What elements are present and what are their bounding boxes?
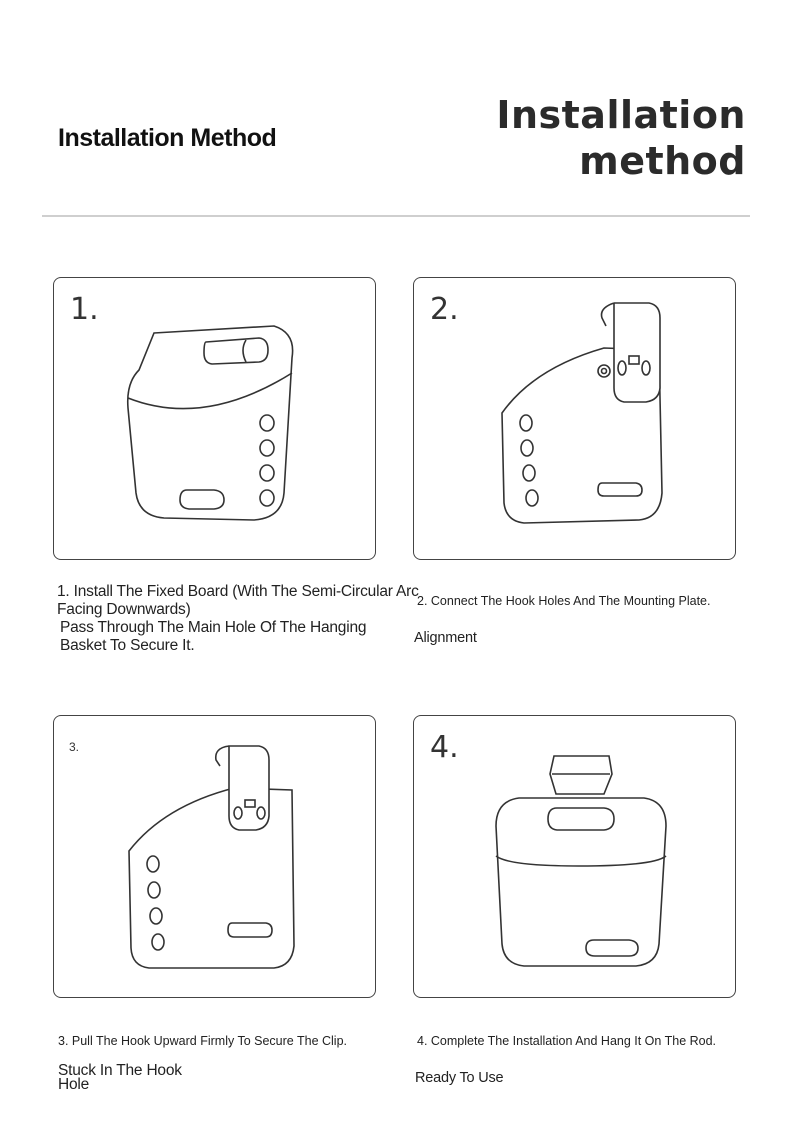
step-4-illustration: [413, 715, 736, 998]
step-1-number: 1.: [70, 292, 99, 327]
step-3-caption-extra: [58, 1064, 182, 1092]
step-3-caption-line1: 3. Pull The Hook Upward Firmly To Secure The Clip.: [58, 1034, 348, 1048]
page-heading-line1: Installation: [496, 93, 746, 137]
basket-hook-pulled-drawing: [54, 716, 377, 999]
step-2-number: 2.: [430, 292, 459, 327]
step-3-number: 3.: [69, 740, 80, 754]
step-1-caption: [57, 583, 457, 655]
step-4-number: 4.: [430, 730, 459, 765]
basket-installed-drawing: [414, 716, 737, 999]
step-2-illustration: [413, 277, 736, 560]
step-2-caption-line2: Alignment: [414, 630, 477, 646]
step-3-caption-line2: Stuck In The Hook: [58, 1062, 182, 1079]
section-title: Installation Method: [58, 124, 277, 152]
step-1-caption-line3: Pass Through The Main Hole Of The Hanging: [60, 619, 367, 636]
page-heading: [496, 92, 746, 184]
step-3-caption-line3: Hole: [58, 1076, 90, 1093]
step-1-caption-line1: 1. Install The Fixed Board (With The Semi-Circular Arc: [57, 583, 419, 600]
step-4-caption-line2: Ready To Use: [415, 1070, 504, 1086]
page-heading-line2: method: [579, 139, 746, 183]
step-1-illustration: [53, 277, 376, 560]
header-divider: [42, 215, 750, 217]
basket-with-hook-drawing: [414, 278, 737, 561]
basket-with-board-drawing: [54, 278, 377, 561]
step-3-illustration: [53, 715, 376, 998]
step-4-caption-line1: 4. Complete The Installation And Hang It On The Rod.: [417, 1034, 717, 1048]
step-1-caption-line2: Facing Downwards): [57, 601, 191, 618]
step-1-caption-line4: Basket To Secure It.: [60, 637, 195, 654]
step-2-caption-line1: 2. Connect The Hook Holes And The Mounting Plate.: [417, 594, 711, 608]
